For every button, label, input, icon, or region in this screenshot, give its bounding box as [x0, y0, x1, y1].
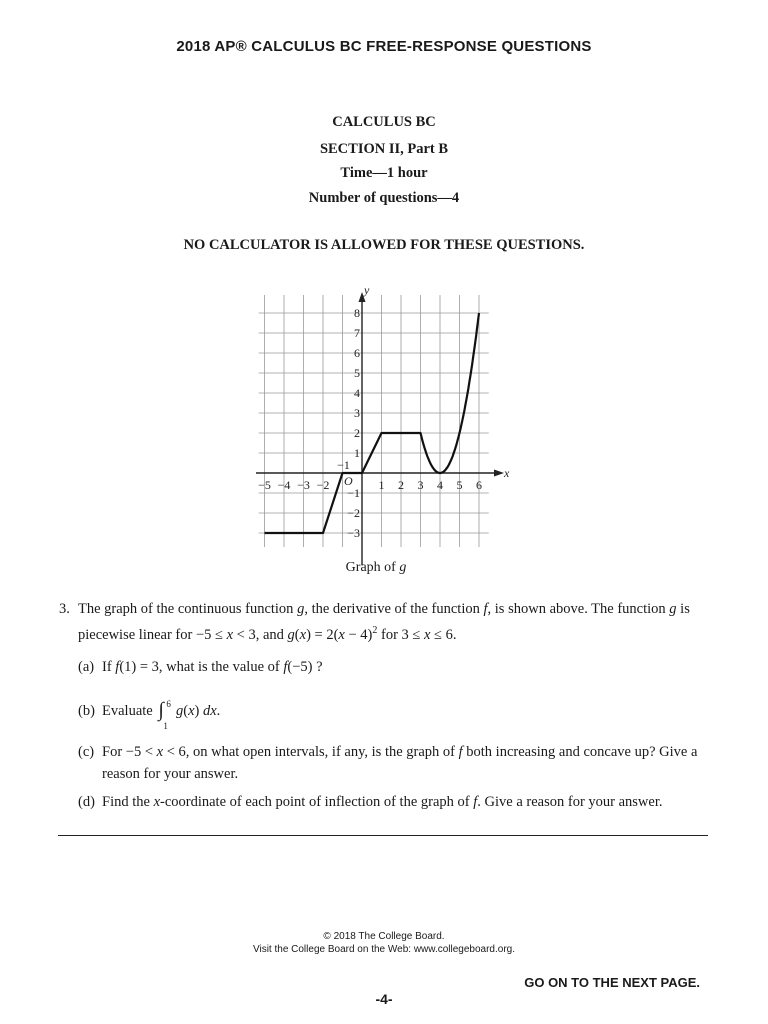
y-axis-label: y	[364, 283, 370, 297]
part-a: (a) If f(1) = 3, what is the value of f(−5) ?	[78, 659, 323, 675]
part-c: (c) For −5 < x < 6, on what open intervals, if any, is the graph of f both increasing and concave up? Give a reason for your answer.	[78, 744, 698, 782]
part-d: (d) Find the x-coordinate of each point of inflection of the graph of f. Give a reason for your answer.	[78, 794, 663, 810]
x-axis-arrow-icon	[494, 470, 504, 477]
x-tick-label: 5	[456, 478, 463, 492]
y-tick-label: −2	[347, 506, 360, 520]
section-part: SECTION II, Part B	[319, 141, 449, 157]
section-time: Time—1 hour	[340, 165, 428, 181]
question-number: 3.	[59, 601, 70, 617]
y-tick-label: 3	[354, 406, 360, 420]
x-tick-label: −4	[277, 478, 291, 492]
calculator-notice: NO CALCULATOR IS ALLOWED FOR THESE QUESTIONS.	[183, 237, 585, 253]
y-tick-label: 6	[354, 346, 360, 360]
y-tick-label: 7	[354, 326, 360, 340]
page-number: -4-	[375, 991, 393, 1007]
section-question-count: Number of questions—4	[308, 190, 460, 206]
x-tick-label: 1	[378, 478, 385, 492]
tick-labels	[258, 306, 482, 540]
x-tick-label: 6	[476, 478, 482, 492]
x-tick-label: −5	[258, 478, 271, 492]
axes	[256, 283, 510, 565]
x-tick-label: 4	[437, 478, 443, 492]
x-tick-label: 2	[398, 478, 404, 492]
x-tick-label: −2	[316, 478, 330, 492]
y-tick-label: 4	[354, 386, 360, 400]
x-tick-label: −3	[297, 478, 310, 492]
section-subject: CALCULUS BC	[332, 114, 436, 130]
y-tick-label: 5	[354, 366, 360, 380]
y-tick-label: −3	[347, 526, 360, 540]
x-tick-label: −1	[337, 458, 350, 472]
y-tick-label: −1	[347, 486, 360, 500]
graph-caption: Graph of g	[345, 560, 407, 575]
integral-sign: ∫ 6 1	[158, 698, 171, 731]
question-stem: The graph of the continuous function g, the derivative of the function f, is shown above. The function g is piecewise linear for −5 ≤ x < 3, and $g(x) = 2(x - 4)^2$ for 3 ≤ x ≤ 6.	[78, 601, 690, 643]
grid	[259, 295, 489, 547]
graph-of-g	[256, 280, 512, 565]
x-axis-label: x	[504, 466, 510, 480]
footer-website: Visit the College Board on the Web: www.collegeboard.org.	[252, 944, 515, 955]
series-line-g	[265, 313, 480, 533]
footer-copyright: © 2018 The College Board.	[323, 931, 445, 942]
y-tick-label: 2	[354, 426, 360, 440]
page-header: 2018 AP® CALCULUS BC FREE-RESPONSE QUESTIONS	[176, 38, 592, 55]
origin-label: O	[344, 474, 353, 488]
y-tick-label: 1	[354, 446, 360, 460]
y-tick-label: 8	[354, 306, 360, 320]
x-tick-label: 3	[417, 478, 424, 492]
divider-rule	[58, 835, 708, 836]
next-page-notice: GO ON TO THE NEXT PAGE.	[524, 975, 700, 990]
part-b: (b) Evaluate ∫ 6 1 g(x) dx.	[78, 698, 221, 731]
